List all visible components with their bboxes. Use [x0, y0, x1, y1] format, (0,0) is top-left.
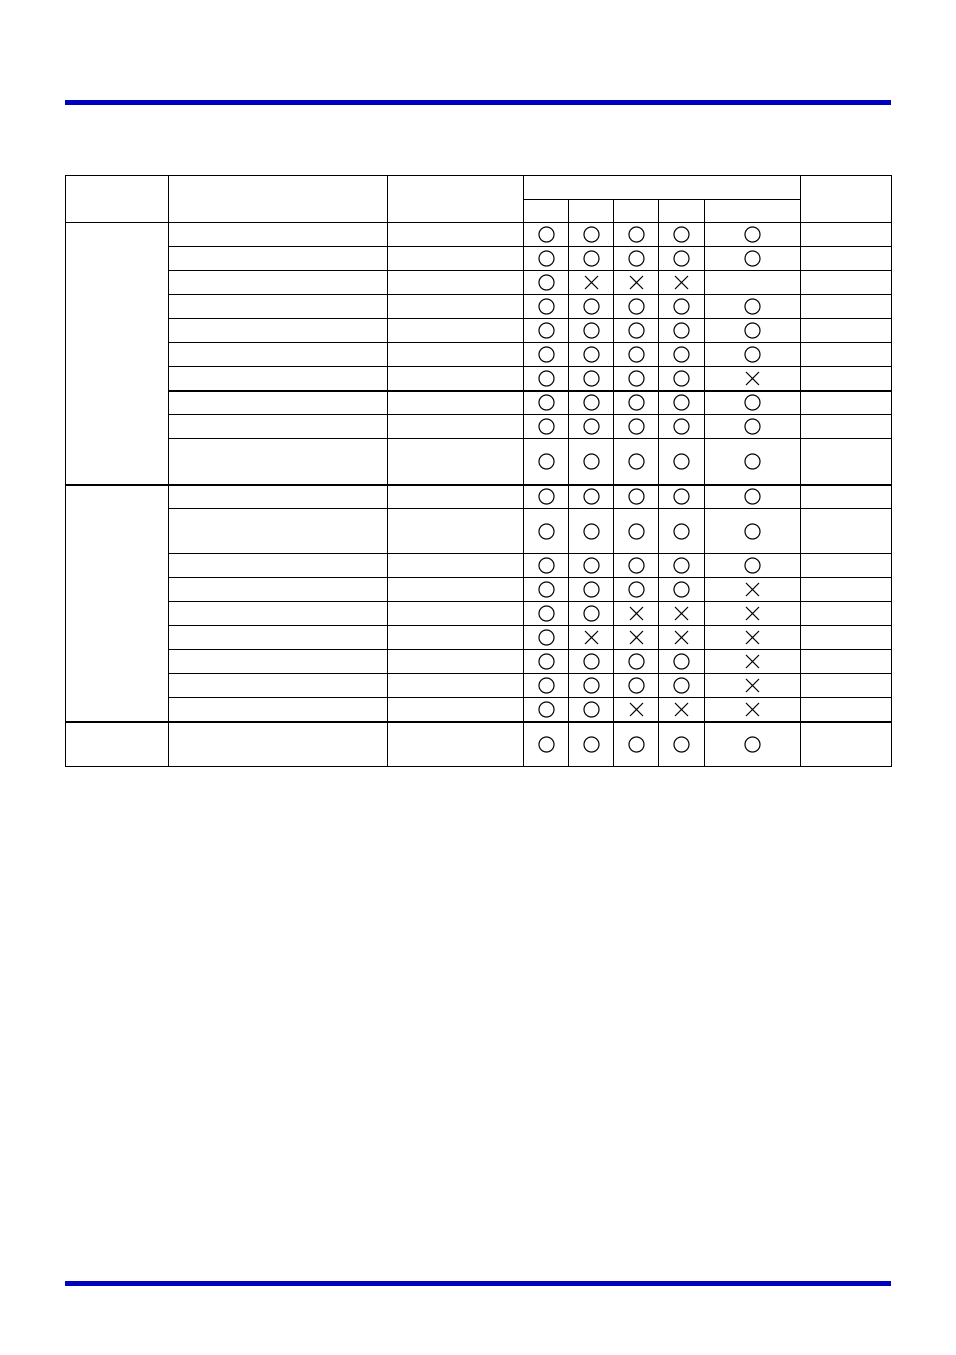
setting-cell — [388, 439, 524, 485]
mark-cell — [524, 578, 569, 602]
cross-mark-icon — [744, 653, 761, 670]
circle-mark-icon — [673, 523, 690, 540]
mark-cell — [524, 247, 569, 271]
setting-cell — [388, 247, 524, 271]
table-row — [66, 415, 892, 439]
mark-cell — [569, 578, 614, 602]
mark-cell — [614, 509, 659, 554]
subheader-col-2 — [569, 200, 614, 223]
note-cell — [801, 223, 892, 247]
note-cell — [801, 674, 892, 698]
circle-mark-icon — [538, 736, 555, 753]
setting-cell — [388, 698, 524, 722]
circle-mark-icon — [538, 581, 555, 598]
circle-mark-icon — [583, 605, 600, 622]
mark-cell — [659, 319, 705, 343]
header-setting — [388, 176, 524, 223]
item-cell — [169, 554, 388, 578]
circle-mark-icon — [538, 653, 555, 670]
mark-cell — [524, 367, 569, 391]
mark-cell — [524, 650, 569, 674]
item-cell — [169, 223, 388, 247]
circle-mark-icon — [538, 488, 555, 505]
table-row — [66, 674, 892, 698]
mark-cell — [524, 722, 569, 767]
cross-mark-icon — [673, 274, 690, 291]
mark-cell — [569, 271, 614, 295]
header-note — [801, 176, 892, 223]
circle-mark-icon — [744, 736, 761, 753]
mark-cell — [569, 415, 614, 439]
mark-cell — [614, 439, 659, 485]
mark-cell — [705, 367, 801, 391]
item-cell — [169, 674, 388, 698]
circle-mark-icon — [538, 274, 555, 291]
note-cell — [801, 650, 892, 674]
mark-cell — [705, 602, 801, 626]
circle-mark-icon — [583, 488, 600, 505]
item-cell — [169, 578, 388, 602]
circle-mark-icon — [673, 557, 690, 574]
cross-mark-icon — [583, 629, 600, 646]
item-cell — [169, 271, 388, 295]
table-row — [66, 650, 892, 674]
mark-cell — [614, 485, 659, 509]
mark-cell — [524, 554, 569, 578]
header-group — [524, 176, 801, 200]
cross-mark-icon — [744, 701, 761, 718]
table-row — [66, 319, 892, 343]
cross-mark-icon — [628, 274, 645, 291]
circle-mark-icon — [673, 418, 690, 435]
subheader-col-1 — [524, 200, 569, 223]
mark-cell — [705, 698, 801, 722]
item-cell — [169, 626, 388, 650]
table-row — [66, 485, 892, 509]
circle-mark-icon — [583, 418, 600, 435]
note-cell — [801, 439, 892, 485]
circle-mark-icon — [673, 736, 690, 753]
mark-cell — [569, 247, 614, 271]
circle-mark-icon — [538, 677, 555, 694]
item-cell — [169, 319, 388, 343]
circle-mark-icon — [744, 322, 761, 339]
note-cell — [801, 485, 892, 509]
mark-cell — [659, 247, 705, 271]
circle-mark-icon — [744, 298, 761, 315]
mark-cell — [705, 674, 801, 698]
cross-mark-icon — [628, 629, 645, 646]
circle-mark-icon — [583, 370, 600, 387]
table-row — [66, 626, 892, 650]
mark-cell — [659, 578, 705, 602]
table-row — [66, 722, 892, 767]
mark-cell — [524, 439, 569, 485]
mark-cell — [614, 223, 659, 247]
circle-mark-icon — [583, 523, 600, 540]
circle-mark-icon — [628, 370, 645, 387]
circle-mark-icon — [628, 418, 645, 435]
mark-cell — [705, 509, 801, 554]
mark-cell — [569, 509, 614, 554]
note-cell — [801, 367, 892, 391]
circle-mark-icon — [538, 453, 555, 470]
mark-cell — [659, 295, 705, 319]
mark-cell — [524, 626, 569, 650]
category-cell — [66, 223, 169, 485]
item-cell — [169, 295, 388, 319]
circle-mark-icon — [538, 250, 555, 267]
header-item — [169, 176, 388, 223]
mark-cell — [524, 485, 569, 509]
header-category — [66, 176, 169, 223]
table-row — [66, 509, 892, 554]
cross-mark-icon — [583, 274, 600, 291]
mark-cell — [614, 343, 659, 367]
circle-mark-icon — [673, 677, 690, 694]
circle-mark-icon — [673, 250, 690, 267]
note-cell — [801, 626, 892, 650]
cross-mark-icon — [673, 701, 690, 718]
circle-mark-icon — [583, 736, 600, 753]
circle-mark-icon — [538, 418, 555, 435]
note-cell — [801, 343, 892, 367]
mark-cell — [705, 626, 801, 650]
setting-cell — [388, 319, 524, 343]
setting-cell — [388, 223, 524, 247]
mark-cell — [614, 602, 659, 626]
circle-mark-icon — [628, 250, 645, 267]
setting-cell — [388, 650, 524, 674]
table-row — [66, 554, 892, 578]
setting-cell — [388, 271, 524, 295]
circle-mark-icon — [673, 453, 690, 470]
mark-cell — [659, 485, 705, 509]
table-row — [66, 367, 892, 391]
item-cell — [169, 439, 388, 485]
circle-mark-icon — [628, 394, 645, 411]
header-rule — [65, 100, 891, 105]
note-cell — [801, 578, 892, 602]
mark-cell — [659, 650, 705, 674]
mark-cell — [524, 674, 569, 698]
cross-mark-icon — [744, 581, 761, 598]
circle-mark-icon — [628, 226, 645, 243]
circle-mark-icon — [538, 346, 555, 363]
mark-cell — [524, 271, 569, 295]
mark-cell — [705, 650, 801, 674]
table-row — [66, 698, 892, 722]
subheader-col-4 — [659, 200, 705, 223]
item-cell — [169, 698, 388, 722]
circle-mark-icon — [538, 322, 555, 339]
setting-cell — [388, 391, 524, 415]
item-cell — [169, 485, 388, 509]
table-row — [66, 578, 892, 602]
cross-mark-icon — [744, 370, 761, 387]
mark-cell — [659, 602, 705, 626]
mark-cell — [614, 554, 659, 578]
circle-mark-icon — [538, 523, 555, 540]
mark-cell — [659, 367, 705, 391]
circle-mark-icon — [538, 629, 555, 646]
mark-cell — [614, 674, 659, 698]
circle-mark-icon — [628, 523, 645, 540]
mark-cell — [524, 343, 569, 367]
item-cell — [169, 650, 388, 674]
note-cell — [801, 698, 892, 722]
circle-mark-icon — [583, 581, 600, 598]
mark-cell — [569, 554, 614, 578]
mark-cell — [614, 319, 659, 343]
compatibility-table — [65, 175, 892, 767]
circle-mark-icon — [628, 488, 645, 505]
mark-cell — [524, 319, 569, 343]
mark-cell — [569, 602, 614, 626]
mark-cell — [614, 578, 659, 602]
mark-cell — [705, 223, 801, 247]
cross-mark-icon — [744, 629, 761, 646]
circle-mark-icon — [538, 557, 555, 574]
cross-mark-icon — [628, 605, 645, 622]
note-cell — [801, 295, 892, 319]
cross-mark-icon — [744, 677, 761, 694]
setting-cell — [388, 485, 524, 509]
cross-mark-icon — [628, 701, 645, 718]
table-row — [66, 439, 892, 485]
mark-cell — [659, 271, 705, 295]
circle-mark-icon — [583, 298, 600, 315]
setting-cell — [388, 343, 524, 367]
mark-cell — [705, 271, 801, 295]
note-cell — [801, 391, 892, 415]
note-cell — [801, 271, 892, 295]
circle-mark-icon — [628, 322, 645, 339]
mark-cell — [614, 415, 659, 439]
mark-cell — [569, 223, 614, 247]
cross-mark-icon — [744, 605, 761, 622]
circle-mark-icon — [744, 453, 761, 470]
circle-mark-icon — [583, 653, 600, 670]
circle-mark-icon — [673, 346, 690, 363]
mark-cell — [705, 722, 801, 767]
mark-cell — [705, 343, 801, 367]
circle-mark-icon — [673, 226, 690, 243]
category-cell — [66, 722, 169, 767]
mark-cell — [524, 509, 569, 554]
circle-mark-icon — [628, 298, 645, 315]
mark-cell — [659, 439, 705, 485]
mark-cell — [569, 722, 614, 767]
mark-cell — [705, 295, 801, 319]
note-cell — [801, 554, 892, 578]
item-cell — [169, 367, 388, 391]
circle-mark-icon — [673, 394, 690, 411]
note-cell — [801, 602, 892, 626]
circle-mark-icon — [583, 226, 600, 243]
cross-mark-icon — [673, 629, 690, 646]
circle-mark-icon — [538, 701, 555, 718]
mark-cell — [659, 722, 705, 767]
item-cell — [169, 247, 388, 271]
circle-mark-icon — [583, 453, 600, 470]
mark-cell — [569, 674, 614, 698]
circle-mark-icon — [744, 226, 761, 243]
table-row — [66, 295, 892, 319]
mark-cell — [614, 247, 659, 271]
item-cell — [169, 415, 388, 439]
circle-mark-icon — [744, 394, 761, 411]
subheader-col-3 — [614, 200, 659, 223]
setting-cell — [388, 602, 524, 626]
circle-mark-icon — [744, 250, 761, 267]
mark-cell — [659, 698, 705, 722]
mark-cell — [569, 295, 614, 319]
table-row — [66, 602, 892, 626]
mark-cell — [524, 391, 569, 415]
category-cell — [66, 485, 169, 722]
circle-mark-icon — [744, 346, 761, 363]
mark-cell — [705, 485, 801, 509]
setting-cell — [388, 509, 524, 554]
mark-cell — [569, 626, 614, 650]
setting-cell — [388, 415, 524, 439]
circle-mark-icon — [583, 322, 600, 339]
setting-cell — [388, 626, 524, 650]
mark-cell — [659, 343, 705, 367]
circle-mark-icon — [538, 605, 555, 622]
note-cell — [801, 509, 892, 554]
item-cell — [169, 343, 388, 367]
mark-cell — [705, 247, 801, 271]
item-cell — [169, 391, 388, 415]
mark-cell — [569, 319, 614, 343]
mark-cell — [524, 223, 569, 247]
footer-rule — [65, 1281, 891, 1286]
mark-cell — [705, 391, 801, 415]
setting-cell — [388, 295, 524, 319]
note-cell — [801, 722, 892, 767]
mark-cell — [614, 295, 659, 319]
table-row — [66, 223, 892, 247]
subheader-col-5 — [705, 200, 801, 223]
setting-cell — [388, 554, 524, 578]
mark-cell — [659, 223, 705, 247]
circle-mark-icon — [628, 677, 645, 694]
mark-cell — [614, 698, 659, 722]
mark-cell — [614, 722, 659, 767]
mark-cell — [659, 509, 705, 554]
note-cell — [801, 247, 892, 271]
circle-mark-icon — [583, 250, 600, 267]
mark-cell — [524, 415, 569, 439]
circle-mark-icon — [628, 346, 645, 363]
mark-cell — [659, 415, 705, 439]
mark-cell — [569, 439, 614, 485]
circle-mark-icon — [583, 394, 600, 411]
mark-cell — [705, 554, 801, 578]
circle-mark-icon — [628, 453, 645, 470]
setting-cell — [388, 367, 524, 391]
table-row — [66, 271, 892, 295]
mark-cell — [524, 698, 569, 722]
mark-cell — [659, 391, 705, 415]
mark-cell — [614, 650, 659, 674]
circle-mark-icon — [673, 298, 690, 315]
circle-mark-icon — [538, 370, 555, 387]
circle-mark-icon — [583, 557, 600, 574]
mark-cell — [659, 554, 705, 578]
setting-cell — [388, 674, 524, 698]
item-cell — [169, 602, 388, 626]
circle-mark-icon — [744, 523, 761, 540]
mark-cell — [524, 602, 569, 626]
circle-mark-icon — [538, 298, 555, 315]
table-row — [66, 391, 892, 415]
circle-mark-icon — [583, 346, 600, 363]
mark-cell — [569, 343, 614, 367]
setting-cell — [388, 722, 524, 767]
mark-cell — [614, 367, 659, 391]
circle-mark-icon — [583, 701, 600, 718]
mark-cell — [569, 391, 614, 415]
mark-cell — [705, 578, 801, 602]
circle-mark-icon — [538, 394, 555, 411]
item-cell — [169, 509, 388, 554]
circle-mark-icon — [673, 488, 690, 505]
circle-mark-icon — [583, 677, 600, 694]
circle-mark-icon — [538, 226, 555, 243]
mark-cell — [705, 439, 801, 485]
mark-cell — [659, 674, 705, 698]
circle-mark-icon — [744, 488, 761, 505]
cross-mark-icon — [673, 605, 690, 622]
circle-mark-icon — [628, 653, 645, 670]
mark-cell — [614, 271, 659, 295]
circle-mark-icon — [744, 557, 761, 574]
note-cell — [801, 319, 892, 343]
circle-mark-icon — [628, 736, 645, 753]
mark-cell — [614, 626, 659, 650]
table-row — [66, 247, 892, 271]
mark-cell — [524, 295, 569, 319]
circle-mark-icon — [673, 370, 690, 387]
circle-mark-icon — [744, 418, 761, 435]
circle-mark-icon — [628, 581, 645, 598]
mark-cell — [614, 391, 659, 415]
mark-cell — [569, 485, 614, 509]
setting-cell — [388, 578, 524, 602]
empty-cell — [744, 274, 761, 291]
mark-cell — [659, 626, 705, 650]
mark-cell — [569, 698, 614, 722]
mark-cell — [705, 415, 801, 439]
item-cell — [169, 722, 388, 767]
circle-mark-icon — [673, 581, 690, 598]
mark-cell — [705, 319, 801, 343]
circle-mark-icon — [628, 557, 645, 574]
mark-cell — [569, 367, 614, 391]
note-cell — [801, 415, 892, 439]
mark-cell — [569, 650, 614, 674]
table-header-row — [66, 176, 892, 200]
circle-mark-icon — [673, 322, 690, 339]
table-row — [66, 343, 892, 367]
circle-mark-icon — [673, 653, 690, 670]
